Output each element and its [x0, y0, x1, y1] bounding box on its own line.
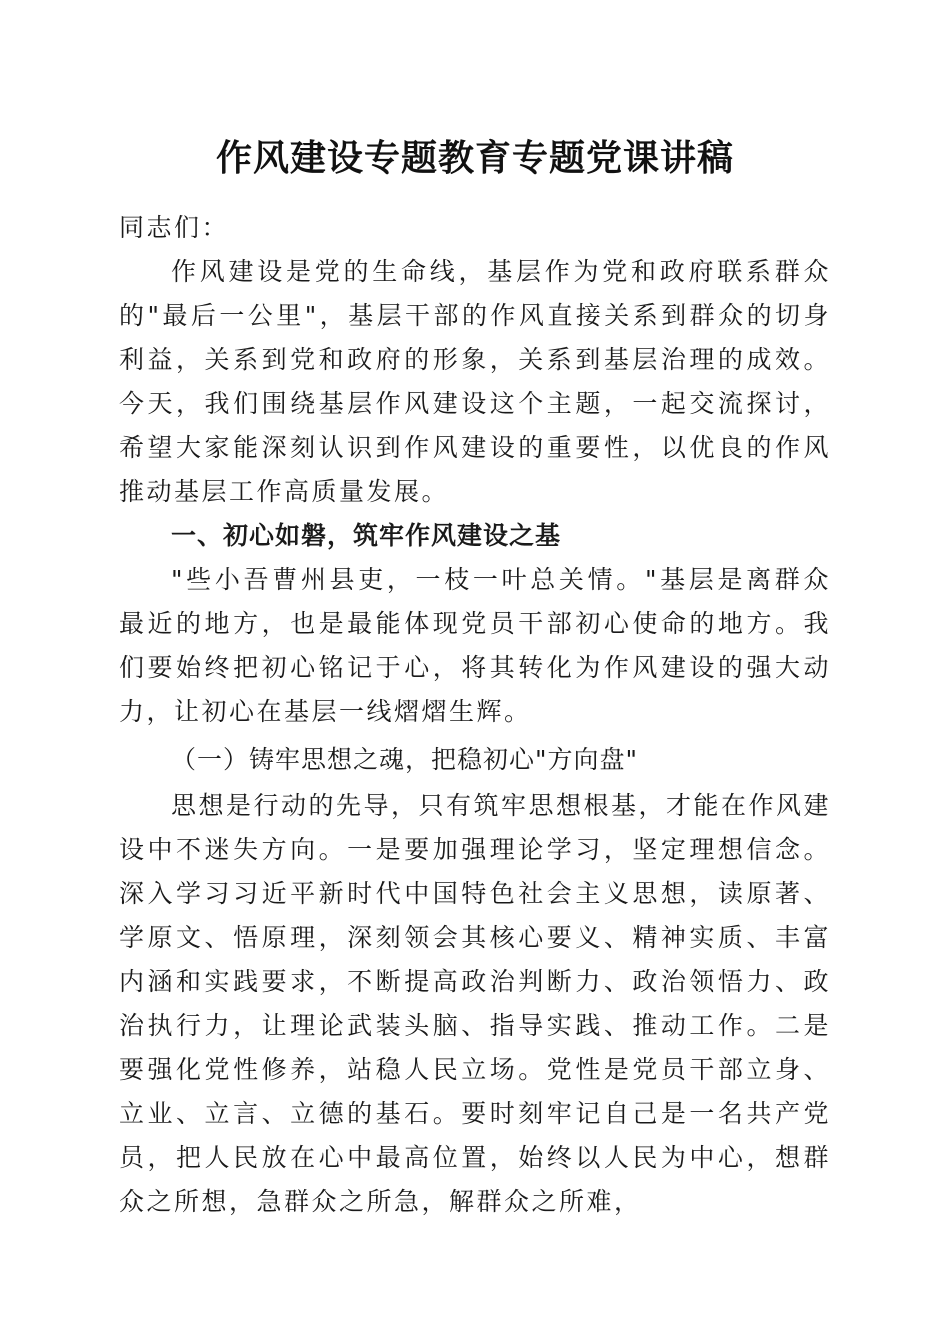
paragraph-intro: 作风建设是党的生命线，基层作为党和政府联系群众的"最后一公里"，基层干部的作风直接关系到群众的切身利益，关系到党和政府的形象，关系到基层治理的成效。今天，我们围绕基层作风建设这个主题，一起交流探讨，希望大家能深刻认识到作风建设的重要性，以优良的作风推动基层工作高质量发展。 — [119, 257, 831, 506]
paragraph-section-1: "些小吾曹州县吏，一枝一叶总关情。"基层是离群众最近的地方，也是最能体现党员干部初心使命的地方。我们要始终把初心铭记于心，将其转化为作风建设的强大动力，让初心在基层一线熠熠生辉。 — [119, 565, 831, 726]
section-heading-1: 一、初心如磐，筑牢作风建设之基 — [171, 521, 562, 550]
document-title: 作风建设专题教育专题党课讲稿 — [215, 137, 734, 179]
document-body — [119, 206, 831, 1224]
paragraph-subsection-1: 思想是行动的先导，只有筑牢思想根基，才能在作风建设中不迷失方向。一是要加强理论学习，坚定理想信念。深入学习习近平新时代中国特色社会主义思想，读原著、学原文、悟原理，深刻领会其核心要义、精神实质、丰富内涵和实践要求，不断提高政治判断力、政治领悟力、政治执行力，让理论武装头脑、指导实践、推动工作。二是要强化党性修养，站稳人民立场。党性是党员干部立身、立业、立言、立德的基石。要时刻牢记自己是一名共产党员，把人民放在心中最高位置，始终以人民为中心，想群众之所想，急群众之所急，解群众之所难， — [119, 791, 832, 1216]
salutation: 同志们： — [119, 213, 230, 242]
subsection-heading-1: （一）铸牢思想之魂，把稳初心"方向盘" — [171, 745, 638, 774]
